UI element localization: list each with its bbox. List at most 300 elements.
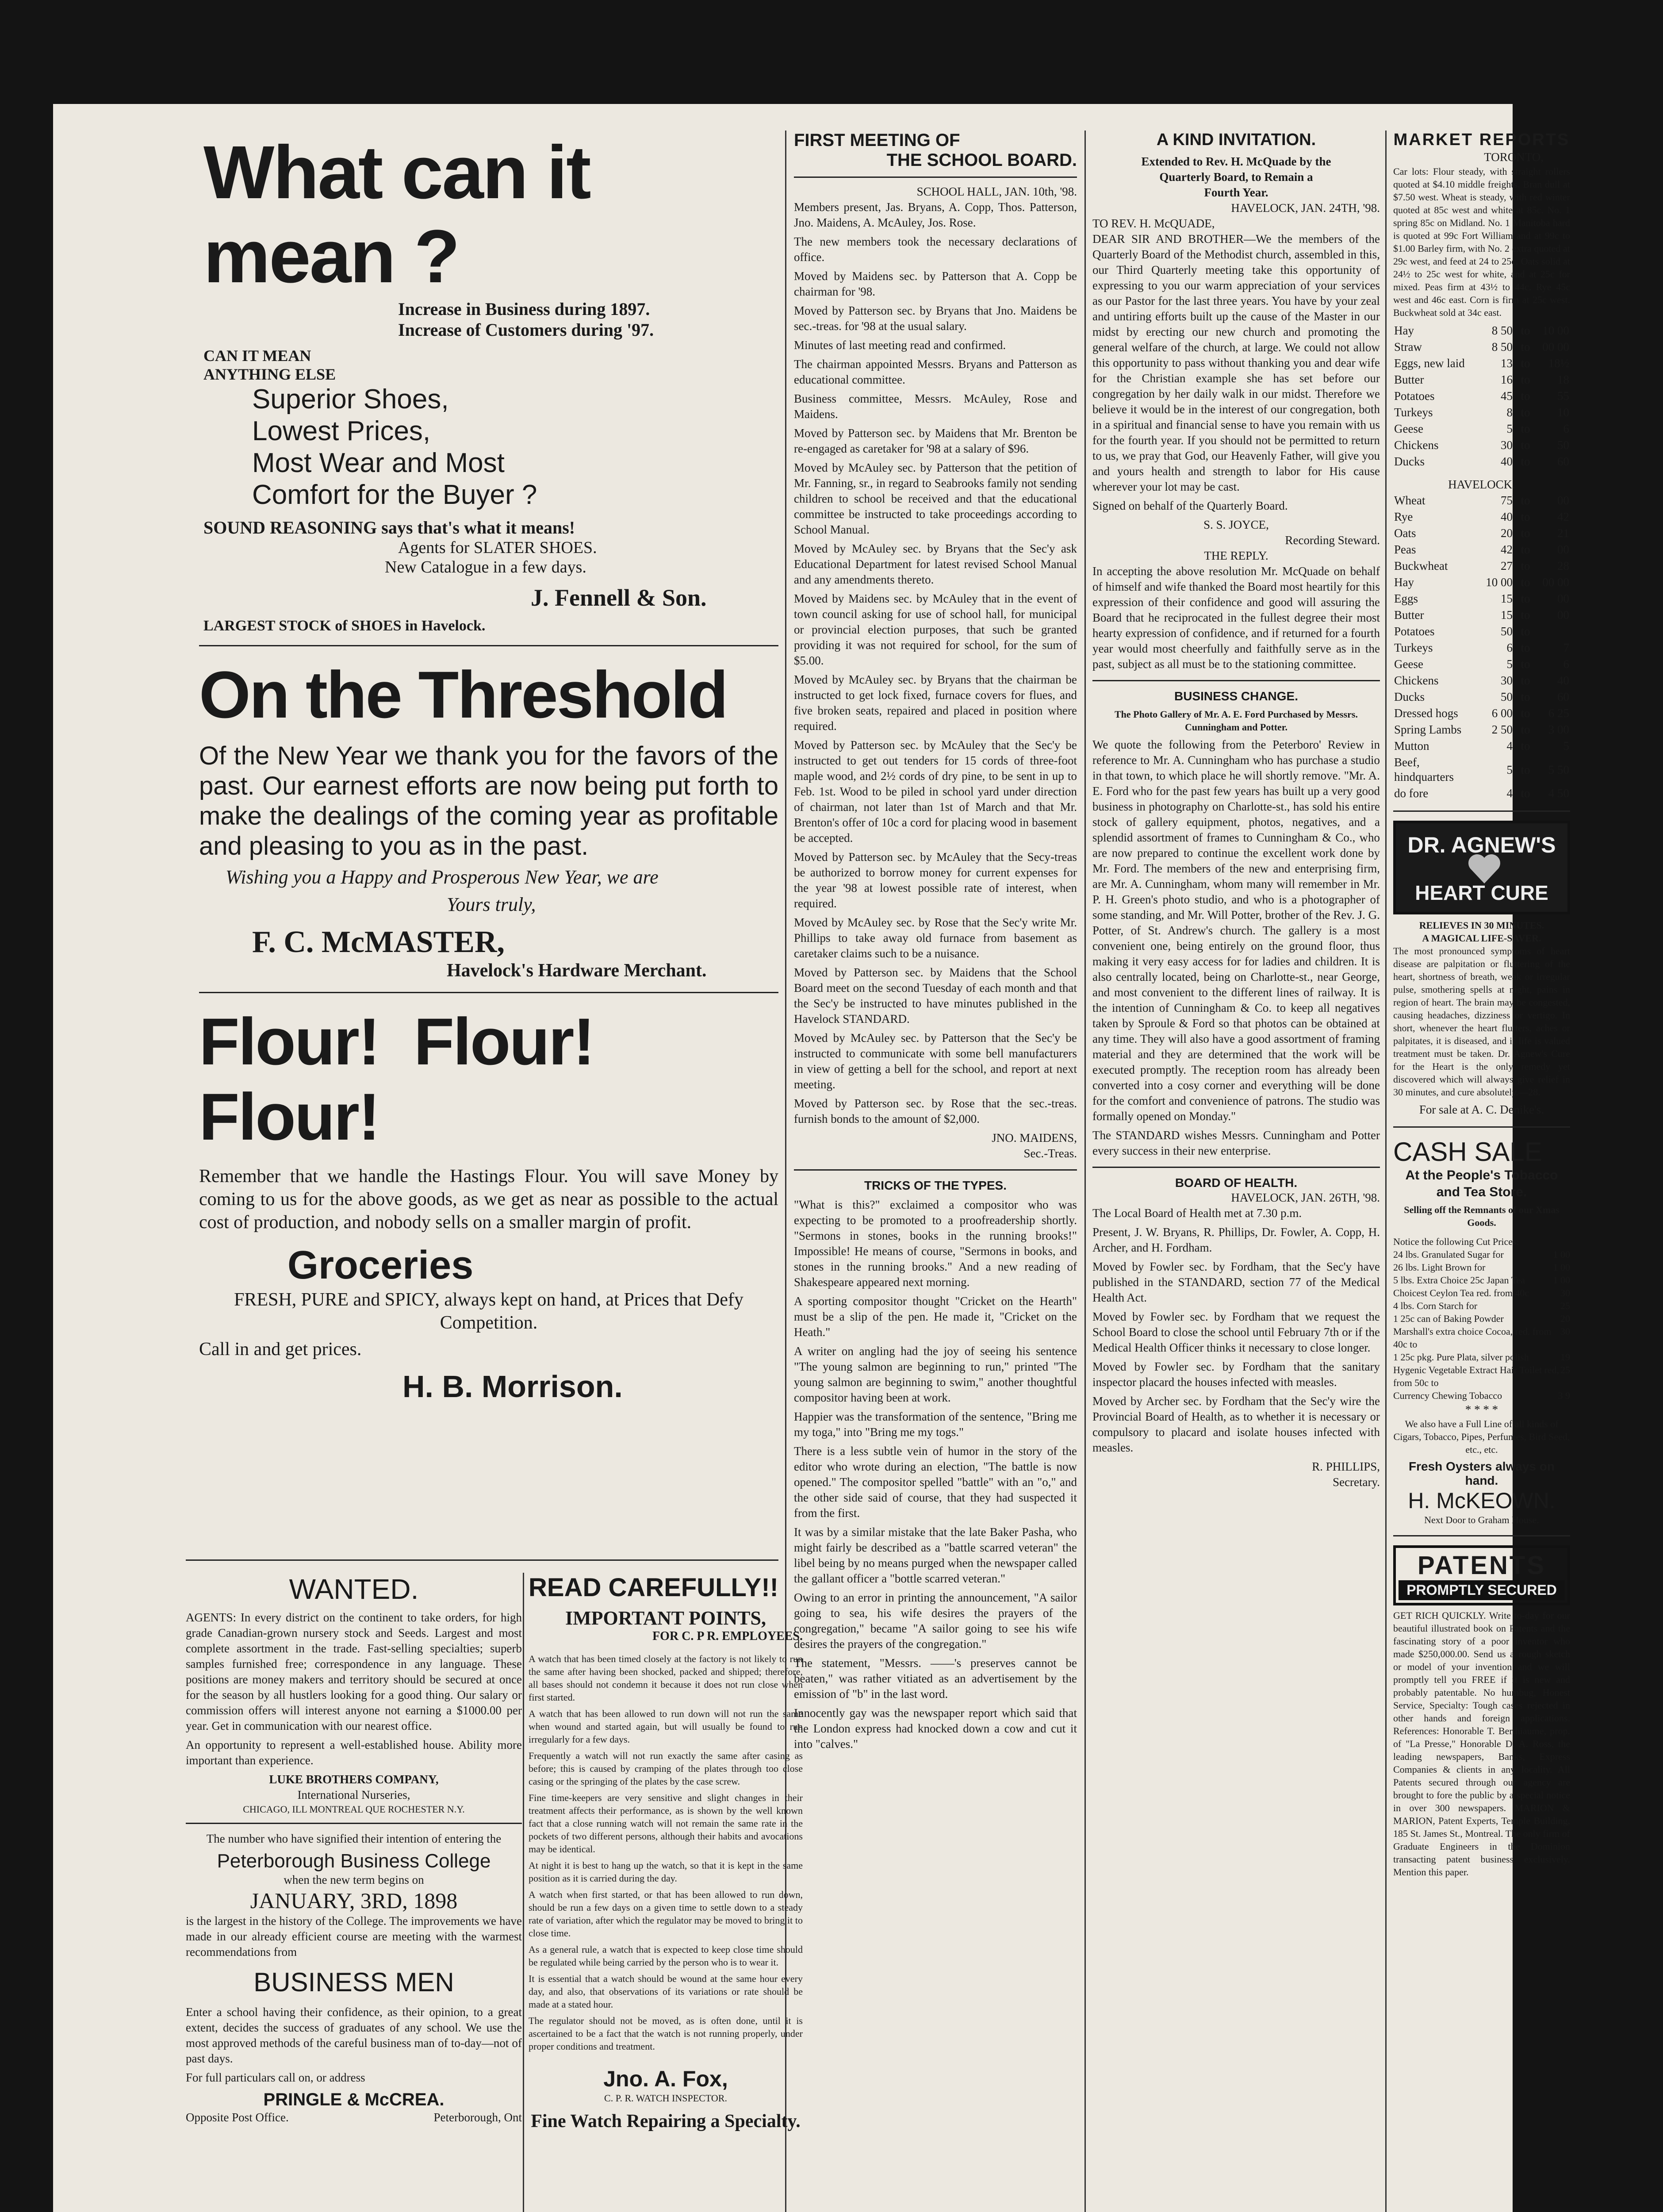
cut-price-value: 1 00	[1553, 1275, 1570, 1286]
commodity: Oats	[1394, 526, 1416, 540]
to-label: to	[1521, 510, 1530, 523]
price: 75	[1501, 494, 1513, 507]
price-row	[1393, 453, 1570, 470]
cut-price-label: 4 lbs. Corn Starch for	[1393, 1300, 1478, 1311]
school-para: Moved by Patterson sec. by Rose that the sec.-treas. furnish bonds to the amount of $2,000.	[794, 1097, 1077, 1125]
commodity: Butter	[1394, 608, 1424, 622]
invitation-sub: Fourth Year.	[1204, 186, 1268, 199]
price-row	[1393, 672, 1570, 689]
commodity: Butter	[1394, 373, 1424, 386]
to-label: to	[1521, 641, 1530, 654]
cash-sub2: Selling off the Remnants of our Xmas Goods.	[1404, 1204, 1560, 1228]
invitation-title: A KIND INVITATION.	[1156, 131, 1316, 149]
market-text: Car lots: Flour steady, with straight rollers quoted at $4.10 middle freights. Bran dull at $7.50 west. Wheat is steady, with red winter quoted at 85c west and white at 85c. No. 1 spring 85c on Midland. No. 1 Manitoba hard is quoted at 99c Fort William and at 99c to $1.00 Barley firm, with No. 2 extra quoted at 29c west, and feed at 24 to 25c. Oats solid at 24½ to 25c west for white, and at 25c for mixed. Peas firm at 43½ to 44c. Rye 45c west and 46c east. Corn is firm at 25c west. Buckwheat sold at 34c east.	[1393, 166, 1570, 318]
anything-else: ANYTHING ELSE	[203, 365, 336, 383]
cut-price-label: 1 25c can of Baking Powder	[1393, 1313, 1504, 1324]
to-label: to	[1521, 406, 1530, 419]
price: 6 25	[1548, 707, 1569, 720]
cut-price-value: 20	[1560, 1313, 1570, 1324]
price: 5 50	[1548, 763, 1569, 776]
phillips-sign: R. PHILLIPS,	[1312, 1460, 1380, 1473]
to-label: to	[1521, 422, 1530, 435]
price: 13	[1501, 357, 1513, 370]
price: 40	[1501, 455, 1513, 468]
watch-para: A watch that has been allowed to run down will not run the same when wound and started again, but will usually be found to run irregularly for a few days.	[529, 1708, 803, 1745]
tricks-para: A sporting compositor thought "Cricket on the Hearth" must be a slip of the pen. He made it, "Cricket on the Heath."	[794, 1294, 1077, 1339]
price: 30	[1501, 438, 1513, 452]
ads-column	[53, 131, 778, 1404]
price-row	[1393, 437, 1570, 453]
to-label: to	[1521, 707, 1530, 720]
to-label: to	[1521, 324, 1530, 337]
relieves: RELIEVES IN 30 MINUTES.	[1419, 920, 1544, 931]
school-para: Moved by Maidens sec. by McAuley that in the event of town council asking for use of school hall, for municipal or provincial election purposes, that such be granted providing it was not required for school, for the sum of $5.00.	[794, 592, 1077, 667]
cut-price-item	[1393, 1325, 1570, 1351]
term-date: JANUARY, 3RD, 1898	[250, 1888, 458, 1913]
threshold-headline: On the Threshold	[199, 657, 727, 732]
phillips-title: Secretary.	[1333, 1475, 1380, 1489]
health-dateline: HAVELOCK, JAN. 26TH, '98.	[1231, 1191, 1380, 1204]
cut-price-item	[1393, 1248, 1570, 1261]
price: 42	[1557, 510, 1569, 523]
cut-price-label: 5 lbs. Extra Choice 25c Japan Tea	[1393, 1275, 1525, 1286]
price: 28	[1557, 559, 1569, 572]
to-label: to	[1521, 373, 1530, 386]
tricks-para: It was by a similar mistake that the late Baker Pasha, who might fairly be described as a "battle scarred veteran" the libel being by no means purged when the newspaper called the gallant officer a "bottle scarred veteran."	[794, 1525, 1077, 1585]
price: 10	[1557, 406, 1569, 419]
commodity: Hay	[1394, 576, 1414, 589]
price-row	[1393, 372, 1570, 388]
promptly-secured: PROMPTLY SECURED	[1399, 1580, 1565, 1600]
price-row	[1393, 404, 1570, 421]
wanted-section	[186, 1573, 522, 2125]
college-intro: The number who have signified their intention of entering the	[206, 1832, 502, 1845]
shoe-point: Superior Shoes,	[252, 384, 449, 415]
tricks-para: Happier was the transformation of the sentence, "Bring me my toga," into "Bring me my togs."	[794, 1410, 1077, 1439]
price: 00 00	[1542, 340, 1569, 353]
to-label: to	[1521, 340, 1530, 353]
cut-price-item	[1393, 1351, 1570, 1363]
to-label: to	[1521, 625, 1530, 638]
price: 18½	[1548, 357, 1569, 370]
to-label: to	[1521, 723, 1530, 736]
price: 3 00	[1548, 723, 1569, 736]
fennell-signature: J. Fennell & Son.	[531, 584, 707, 611]
price: 40	[1557, 674, 1569, 687]
to-label: to	[1521, 657, 1530, 671]
health-para: Present, J. W. Bryans, R. Phillips, Dr. Fowler, A. Copp, H. Archer, and H. Fordham.	[1092, 1225, 1380, 1254]
business-men: BUSINESS MEN	[253, 1967, 454, 1997]
wanted-body: AGENTS: In every district on the continent to take orders, for high grade Canadian-grown nursery stock and Seeds. Largest and most complete assortment in the trade. Fast-selling specialties; superb samples furnished free; correspondence in any language. These positions are money makers and territory should be secured at once for the season by all hustlers looking for a good thing. Our salary or commission offers will interest anyone not earning a $1000.00 per year. Get in communication with our nearest office.	[186, 1611, 522, 1732]
to-label: to	[1521, 357, 1530, 370]
price-row	[1393, 525, 1570, 541]
school-dateline: SCHOOL HALL, JAN. 10th, '98.	[916, 185, 1077, 198]
price: 18	[1557, 373, 1569, 386]
important-points: IMPORTANT POINTS,	[565, 1607, 766, 1629]
cut-price-label: Choicest Ceylon Tea red. from 40c	[1393, 1287, 1529, 1298]
watch-para: Fine time-keepers are very sensitive and slight changes in their treatment affects their performance, as is shown by the well known fact that a close running watch will not remain the same rate in the pockets of two different persons, although their habits and avocations may be identical.	[529, 1792, 803, 1855]
particulars: For full particulars call on, or address	[186, 2071, 365, 2084]
price: 15	[1501, 592, 1513, 605]
watch-para: Frequently a watch will not run exactly the same after casing as before; this is caused by cramping of the plates through too close casing or the springing of the plates by the case screw.	[529, 1750, 803, 1787]
cut-price-value: 1 00	[1553, 1249, 1570, 1260]
patents-banner	[1393, 1545, 1570, 1605]
mcmaster-name: F. C. McMASTER,	[252, 925, 505, 959]
to-label: to	[1521, 559, 1530, 572]
college-body: is the largest in the history of the College. The improvements we have made in our already efficient course are meeting with the warmest recommendations from	[186, 1914, 522, 1959]
tricks-para: Innocently gay was the newspaper report which said that the London express had knocked down a cow and cut it into "calves."	[794, 1706, 1077, 1751]
to-label: to	[1521, 674, 1530, 687]
health-para: Moved by Fowler sec. by Fordham, that the Sec'y have published in the STANDARD, section 77 of the Medical Health Act.	[1092, 1260, 1380, 1304]
price: 6	[1506, 641, 1513, 654]
commodity: Geese	[1394, 422, 1423, 435]
commodity: Spring Lambs	[1394, 723, 1462, 736]
agnew-sale: For sale at A. C. Denike's.	[1419, 1103, 1544, 1116]
invitation-sub: Extended to Rev. H. McQuade by the	[1141, 155, 1331, 168]
tricks-para: A writer on angling had the joy of seeing his sentence "The young salmon are beginning to run," printed "The young salmon are beginning to swim," another thoughtful compositor having been at work.	[794, 1344, 1077, 1404]
price-row	[1393, 323, 1570, 339]
call-for-prices: Call in and get prices.	[199, 1339, 362, 1359]
toronto-heading: TORONTO,	[1484, 150, 1544, 164]
morrison-name: H. B. Morrison.	[402, 1369, 623, 1404]
sound-reasoning: SOUND REASONING says that's what it means!	[203, 518, 575, 538]
price: 6 00	[1491, 707, 1513, 720]
price: 6	[1563, 422, 1569, 435]
cut-price-label: 26 lbs. Light Brown for	[1393, 1262, 1486, 1273]
mcmaster-title: Havelock's Hardware Merchant.	[447, 960, 707, 981]
commodity: Chickens	[1394, 674, 1439, 687]
price: 4 50	[1548, 787, 1569, 800]
fox-repairing: Fine Watch Repairing a Specialty.	[531, 2111, 801, 2131]
price: 5	[1563, 739, 1569, 753]
for-cpr: FOR C. P R. EMPLOYEES.	[652, 1629, 803, 1643]
pringle: PRINGLE & McCREA.	[263, 2090, 444, 2109]
biz-sub: The Photo Gallery of Mr. A. E. Ford Purchased by Messrs. Cunningham and Potter.	[1115, 709, 1358, 733]
college-name: Peterborough Business College	[217, 1850, 491, 1872]
slater-agents: Agents for SLATER SHOES.	[398, 538, 597, 557]
commodity: Chickens	[1394, 438, 1439, 452]
price-row	[1393, 705, 1570, 722]
school-para: Moved by McAuley sec. by Bryans that the chairman be instructed to get lock fixed, furnace covers for flues, and five broken seats, repaired and placed in position where required.	[794, 673, 1077, 733]
school-minutes	[794, 200, 1077, 1127]
cut-price-value: 25	[1560, 1364, 1570, 1375]
price: 00	[1557, 592, 1569, 605]
cut-price-label: Marshall's extra choice Cocoa, red. from 40c to	[1393, 1326, 1552, 1350]
cut-price-item	[1393, 1312, 1570, 1325]
to-label: to	[1521, 739, 1530, 753]
commodity: Potatoes	[1394, 625, 1435, 638]
commodity: Beef, hindquarters	[1394, 756, 1454, 783]
increase-business: Increase in Business during 1897.	[398, 299, 650, 319]
price: 5	[1506, 657, 1513, 671]
yours-truly: Yours truly,	[447, 894, 536, 915]
flour-headline: Flour! Flour! Flour!	[199, 1004, 594, 1154]
wanted-headline: WANTED.	[289, 1573, 419, 1605]
nurseries: International Nurseries,	[297, 1788, 410, 1801]
commodity: do fore	[1394, 787, 1429, 800]
cities: CHICAGO, ILL MONTREAL QUE ROCHESTER N.Y.	[243, 1804, 465, 1815]
to-label: to	[1521, 787, 1530, 800]
school-para: Moved by McAuley sec. by Rose that the Sec'y write Mr. Phillips to take away old furnace from basement as caretaker claims such to be a nuisance.	[794, 916, 1077, 960]
price-row	[1393, 754, 1570, 785]
price: 8 50	[1491, 324, 1513, 337]
to-label: to	[1521, 455, 1530, 468]
luke-brothers: LUKE BROTHERS COMPANY,	[269, 1773, 439, 1786]
commodity: Ducks	[1394, 690, 1425, 703]
price-row	[1393, 492, 1570, 509]
maidens-title: Sec.-Treas.	[1023, 1147, 1077, 1160]
watch-para: At night it is best to hang up the watch, so that it is kept in the same position as it is carried during the day.	[529, 1860, 803, 1884]
column-rule	[1084, 131, 1086, 2212]
price: 55	[1557, 389, 1569, 403]
school-para: The chairman appointed Messrs. Bryans and Patterson as educational committee.	[794, 357, 1077, 386]
tricks-para: Owing to an error in printing the announcement, "A sailor going to sea, his wife desires the prayers of the congregation," became "A sailor going to see his wife desires the prayers of the congregation."	[794, 1591, 1077, 1651]
commodity: Buckwheat	[1394, 559, 1448, 572]
increase-customers: Increase of Customers during '97.	[398, 320, 654, 340]
commodity: Peas	[1394, 543, 1416, 556]
shoe-point: Lowest Prices,	[252, 416, 431, 446]
cut-price-item	[1393, 1274, 1570, 1286]
to-label: to	[1521, 543, 1530, 556]
joyce-title: Recording Steward.	[1285, 534, 1380, 547]
commodity: Rye	[1394, 510, 1413, 523]
school-title: THE SCHOOL BOARD.	[886, 150, 1077, 170]
price	[1537, 623, 1570, 640]
watch-section	[529, 1573, 803, 2133]
price: 45	[1501, 389, 1513, 403]
price: 00	[1557, 608, 1569, 622]
reply-text: In accepting the above resolution Mr. McQuade on behalf of himself and wife thanked the Board most heartily for this expression of their confidence and good will assuring the Board that he reciprocated in the fullest degree their most hearty expression of confidence, and if returned for a fourth year would most cheerfully and faithfully serve as in the past, subject as all must be to the stationing committee.	[1092, 565, 1380, 671]
cut-price-value: 19	[1560, 1352, 1570, 1363]
cut-price-item	[1393, 1389, 1570, 1402]
invitation-sub: Quarterly Board, to Remain a	[1159, 170, 1313, 184]
school-para: Moved by Maidens sec. by Patterson that A. Copp be chairman for '98.	[794, 269, 1077, 298]
largest-stock: LARGEST STOCK of SHOES in Havelock.	[203, 618, 486, 634]
fox-inspector: C. P. R. WATCH INSPECTOR.	[604, 2093, 727, 2104]
commodity: Wheat	[1394, 494, 1425, 507]
cut-price-value: 1 00	[1553, 1262, 1570, 1273]
commodity: Ducks	[1394, 455, 1425, 468]
threshold-body: Of the New Year we thank you for the favors of the past. Our earnest efforts are now being put forth to make the dealings of the coming year as profitable and pleasing to you as in the past.	[199, 741, 778, 860]
health-para: Moved by Fowler sec. by Fordham that we request the School Board to close the school until February 7th or if the Medical Health Officer thinks it necessary to close longer.	[1092, 1310, 1380, 1354]
shoe-ad-headline: What can it mean ?	[203, 131, 590, 299]
groceries-heading: Groceries	[287, 1243, 474, 1287]
college-body: Enter a school having their confidence, as their opinion, to a great extent, decides the success of graduates of any school. We use the most approved methods of the careful business man of to-day—not of past days.	[186, 2005, 522, 2065]
cut-price-label: 1 25c pkg. Pure Plata, silver polish	[1393, 1352, 1529, 1363]
cut-price-label: 24 lbs. Granulated Sugar for	[1393, 1249, 1504, 1260]
commodity: Turkeys	[1394, 406, 1433, 419]
invitation-column	[1092, 131, 1380, 1490]
morrison-ad	[53, 1004, 778, 1404]
watch-para: The regulator should not be moved, as is often done, until it is ascertained to be a fact that the watch is not running properly, under proper conditions and treatment.	[529, 2015, 803, 2052]
health-para: Moved by Archer sec. by Fordham that the Sec'y wire the Provincial Board of Health, as to whether it is necessary or compulsory to placard and isolate houses infected with measles.	[1092, 1394, 1380, 1454]
column-rule	[1385, 131, 1387, 2212]
price: 15	[1501, 608, 1513, 622]
price-row	[1393, 558, 1570, 574]
price: 4	[1506, 739, 1513, 753]
school-para: Minutes of last meeting read and confirmed.	[794, 338, 1006, 352]
newspaper-page	[53, 104, 1570, 2212]
price-row	[1393, 640, 1570, 656]
cut-price-value: 30	[1560, 1326, 1570, 1337]
to-label: to	[1521, 389, 1530, 403]
biz-title: BUSINESS CHANGE.	[1174, 689, 1299, 703]
commodity: Dressed hogs	[1394, 707, 1458, 720]
school-para: The new members took the necessary declarations of office.	[794, 235, 1077, 264]
price: 16	[1501, 373, 1513, 386]
wanted-body: An opportunity to represent a well-established house. Ability more important than experience.	[186, 1738, 522, 1767]
price: 5	[1506, 763, 1513, 776]
shoe-ad	[53, 131, 778, 634]
tricks-para: The statement, "Messrs. ——'s preserves cannot be beaten," was rather vitiated as an advertisement by the emission of "b" in the last word.	[794, 1656, 1077, 1701]
market-column	[1393, 131, 1570, 1882]
price: 4	[1506, 787, 1513, 800]
school-para: Moved by Patterson sec. by Maidens that Mr. Brenton be re-engaged as caretaker for '98 at a salary of $96.	[794, 426, 1077, 455]
shoe-point: Most Wear and Most	[252, 448, 505, 478]
stars: * * * *	[1465, 1403, 1498, 1416]
tricks-text	[794, 1197, 1077, 1752]
price-row	[1393, 689, 1570, 705]
invitation-letter	[1092, 231, 1380, 514]
price: 60	[1557, 690, 1569, 703]
read-headline: READ CAREFULLY!!	[529, 1573, 778, 1602]
school-para: Moved by Patterson sec. by Bryans that Jno. Maidens be sec.-treas. for '98 at the usual salary.	[794, 304, 1077, 333]
cash-sale-title: CASH SALE	[1393, 1137, 1542, 1167]
price: 50	[1501, 625, 1513, 638]
school-para: Moved by Patterson sec. by McAuley that the Secy-treas be authorized to borrow money for current expenses for the year '98 at lowest possible rate of interest, when required.	[794, 850, 1077, 910]
price: 21	[1557, 526, 1569, 540]
term-begins: when the new term begins on	[284, 1873, 424, 1886]
next-door: Next Door to Graham House.	[1424, 1514, 1539, 1525]
school-para: Moved by Patterson sec. by McAuley that the Sec'y be instructed to get out tenders for 15 cords of three-foot maple wood, and 2½ cords of dry pine, to be sent in up to Feb. 1st. Wood to be piled in school yard under direction of chairman, not later than 1st of March and that Mr. Brenton's offer of 10c a cord for placing wood in basement be accepted.	[794, 738, 1077, 845]
new-catalogue: New Catalogue in a few days.	[385, 558, 586, 576]
havelock-heading: HAVELOCK.	[1448, 478, 1515, 491]
threshold-wish: Wishing you a Happy and Prosperous New Year, we are	[226, 866, 659, 888]
price: 60	[1557, 455, 1569, 468]
price: 50	[1501, 690, 1513, 703]
to-label: to	[1521, 576, 1530, 589]
market-title: MARKET REPORTS	[1393, 131, 1570, 149]
biz-para: The STANDARD wishes Messrs. Cunningham and Potter every success in their new enterprise.	[1092, 1129, 1380, 1157]
opposite-post: Opposite Post Office.	[186, 2111, 289, 2124]
cut-price-value: 30	[1560, 1287, 1570, 1298]
price: 40	[1501, 510, 1513, 523]
invitation-dateline: HAVELOCK, JAN. 24TH, '98.	[1231, 201, 1380, 215]
can-it-mean: CAN IT MEAN	[203, 347, 311, 365]
price: 20	[1501, 526, 1513, 540]
commodity: Straw	[1394, 340, 1422, 353]
biz-text	[1092, 737, 1380, 1159]
price-row	[1393, 509, 1570, 525]
school-para: Moved by Patterson sec. by Maidens that the School Board meet on the second Tuesday of each month and that the Sec'y be instructed to have minutes published in the Havelock STANDARD.	[794, 966, 1077, 1025]
price: 42	[1501, 543, 1513, 556]
price: 5	[1506, 422, 1513, 435]
price-row	[1393, 541, 1570, 558]
price-row	[1393, 388, 1570, 404]
fox-name: Jno. A. Fox,	[603, 2066, 728, 2091]
cut-price-label: Currency Chewing Tobacco	[1393, 1390, 1502, 1401]
cut-prices	[1393, 1248, 1570, 1402]
price-row	[1393, 623, 1570, 640]
reply-title: THE REPLY.	[1204, 549, 1268, 562]
watch-para: A watch when first started, or that has been allowed to run down, should be run a few days on a given time to settle down to a steady rate of variation, after which the regulator may be moved to bring it to close time.	[529, 1889, 803, 1939]
school-para: Moved by McAuley sec. by Patterson that the petition of Mr. Fanning, sr., in regard to Seabrooks family not sending children to school be received and that the educational committee be instructed to take proceedings according to School Manual.	[794, 461, 1077, 536]
commodity: Turkeys	[1394, 641, 1433, 654]
price: 00 00	[1542, 576, 1569, 589]
agnew-ad-banner	[1393, 821, 1570, 914]
price: 8 50	[1491, 340, 1513, 353]
cut-price-item	[1393, 1299, 1570, 1312]
peterborough: Peterborough, Ont	[433, 2111, 522, 2124]
joyce-sign: S. S. JOYCE,	[1203, 518, 1269, 531]
commodity: Hay	[1394, 324, 1414, 337]
price: 27	[1501, 559, 1513, 572]
school-para: Members present, Jas. Bryans, A. Copp, Thos. Patterson, Jno. Maidens, A. McAuley, Jos. Rose.	[794, 200, 1077, 229]
commodity: Eggs, new laid	[1394, 357, 1465, 370]
price: 7	[1563, 641, 1569, 654]
full-line: We also have a Full Line of all kinds of Cigars, Tobacco, Pipes, Perfumes, Bird Seed, etc., etc.	[1393, 1418, 1570, 1455]
price-row	[1393, 656, 1570, 672]
price-row	[1393, 722, 1570, 738]
shoe-point: Comfort for the Buyer ?	[252, 480, 537, 510]
school-para: Business committee, Messrs. McAuley, Rose and Maidens.	[794, 392, 1077, 421]
watch-para: A watch that has been timed closely at the factory is not likely to run the same after having been shocked, packed and shipped; therefore, all bases should not condemn it because it does not run close when first started.	[529, 1653, 803, 1703]
school-para: Moved by McAuley sec. by Bryans that the Sec'y ask Educational Department for latest revised School Manual and any amendments thereto.	[794, 542, 1077, 586]
school-para: Moved by McAuley sec. by Patterson that the Sec'y be instructed to communicate with some bell manufacturers in view of getting a bell for the school, and report at next meeting.	[794, 1031, 1077, 1091]
patents-body: GET RICH QUICKLY. Write to-day for our beautiful illustrated book on Patents and the fascinating story of a poor inventor who made $250,000.00. Send us a rough sketch or model of your invention and we will promptly tell you FREE if it is new and probably patentable. No humbug, Honest Service, Specialty: Tough cases rejected in other hands and foreign applications. References: Honorable T. Berthiaume, prop. of "La Presse," Honorable D. A. Ross, the leading newspapers, Banks, Express Companies & clients in any locality. All Patents secured through our agency are brought to fore the public by a special notice in over 300 newspapers. MARION & MARION, Patent Experts, Temple Building, 185 St. James St., Montreal. The only firm of Graduate Engineers in the Dominion transacting patent business exclusively. Mention this paper.	[1393, 1610, 1570, 1878]
price: 10 00	[1542, 324, 1569, 337]
letter-para: DEAR SIR AND BROTHER—We the members of the Quarterly Board of the Methodist church, assembled in this, our Third Quarterly meeting take this opportunity of expressing to you our warm appreciation of your services as our Pastor for the last three years. You have by your zeal and untiring efforts built up the cause of the Master in our midst by erecting our new church and promoting the general welfare of the church, at large. We could not allow this opportunity to pass without thanking you and dear wife for the Christian example she has set before our congregation by her daily walk in our midst. Therefore we believe it would be in the interest of our congregation, both in a spiritual and financial sense to have you remain with us for the fourth year. If you should not be permitted to return to us, we pray that God, our Heavenly Father, will give you and yours health and strength to labor for His cause wherever your lot may be cast.	[1092, 232, 1380, 493]
maidens-sign: JNO. MAIDENS,	[992, 1131, 1077, 1144]
commodity: Eggs	[1394, 592, 1418, 605]
to-label: to	[1521, 763, 1530, 776]
lifesaver: A MAGICAL LIFE-SAVER.	[1422, 933, 1541, 944]
patents-title: PATENTS	[1417, 1551, 1546, 1580]
to-label: to	[1521, 494, 1530, 507]
health-para: The Local Board of Health met at 7.30 p.m.	[1092, 1206, 1302, 1220]
price: 10 00	[1486, 576, 1513, 589]
health-title: BOARD OF HEALTH.	[1175, 1176, 1298, 1190]
toronto-prices	[1393, 323, 1570, 470]
to-label: to	[1521, 690, 1530, 703]
health-para: Moved by Fowler sec. by Fordham that the sanitary inspector placard the houses infected with measles.	[1092, 1360, 1380, 1389]
watch-para: It is essential that a watch should be wound at the same hour every day, and also, that observations of its variations or rate should be made at a stated hour.	[529, 1973, 803, 2010]
price-row	[1393, 785, 1570, 802]
school-board-column	[794, 131, 1077, 1755]
cut-price-item	[1393, 1286, 1570, 1299]
cash-sub: At the People's Tobacco and Tea Store.	[1405, 1168, 1558, 1199]
to-label: to	[1521, 592, 1530, 605]
watch-para: As a general rule, a watch that is expected to keep close time should be regulated while being carried by the person who is to wear it.	[529, 1944, 803, 1968]
cut-price-item	[1393, 1363, 1570, 1389]
to-label: to	[1521, 608, 1530, 622]
price-row	[1393, 339, 1570, 355]
price: 00	[1557, 494, 1569, 507]
commodity: Geese	[1394, 657, 1423, 671]
oysters: Fresh Oysters always on hand.	[1409, 1459, 1555, 1487]
fresh-spicy: FRESH, PURE and SPICY, always kept on hand, at Prices that Defy Competition.	[234, 1290, 743, 1333]
mckeown-name: H. McKEOWN.	[1408, 1488, 1556, 1513]
tricks-title: TRICKS OF THE TYPES.	[864, 1179, 1007, 1192]
price-row	[1393, 607, 1570, 623]
flour-body: Remember that we handle the Hastings Flour. You will save Money by coming to us for the above goods, as we get as near as possible to the actual cost of production, and nobody sells on a smaller margin of profit.	[199, 1166, 778, 1233]
letter-para: Signed on behalf of the Quarterly Board.	[1092, 499, 1288, 512]
price: 8	[1506, 406, 1513, 419]
price: 30	[1501, 674, 1513, 687]
price-row	[1393, 574, 1570, 591]
agnew-title: DR. AGNEW'S	[1407, 833, 1556, 857]
to-label: to	[1521, 438, 1530, 452]
